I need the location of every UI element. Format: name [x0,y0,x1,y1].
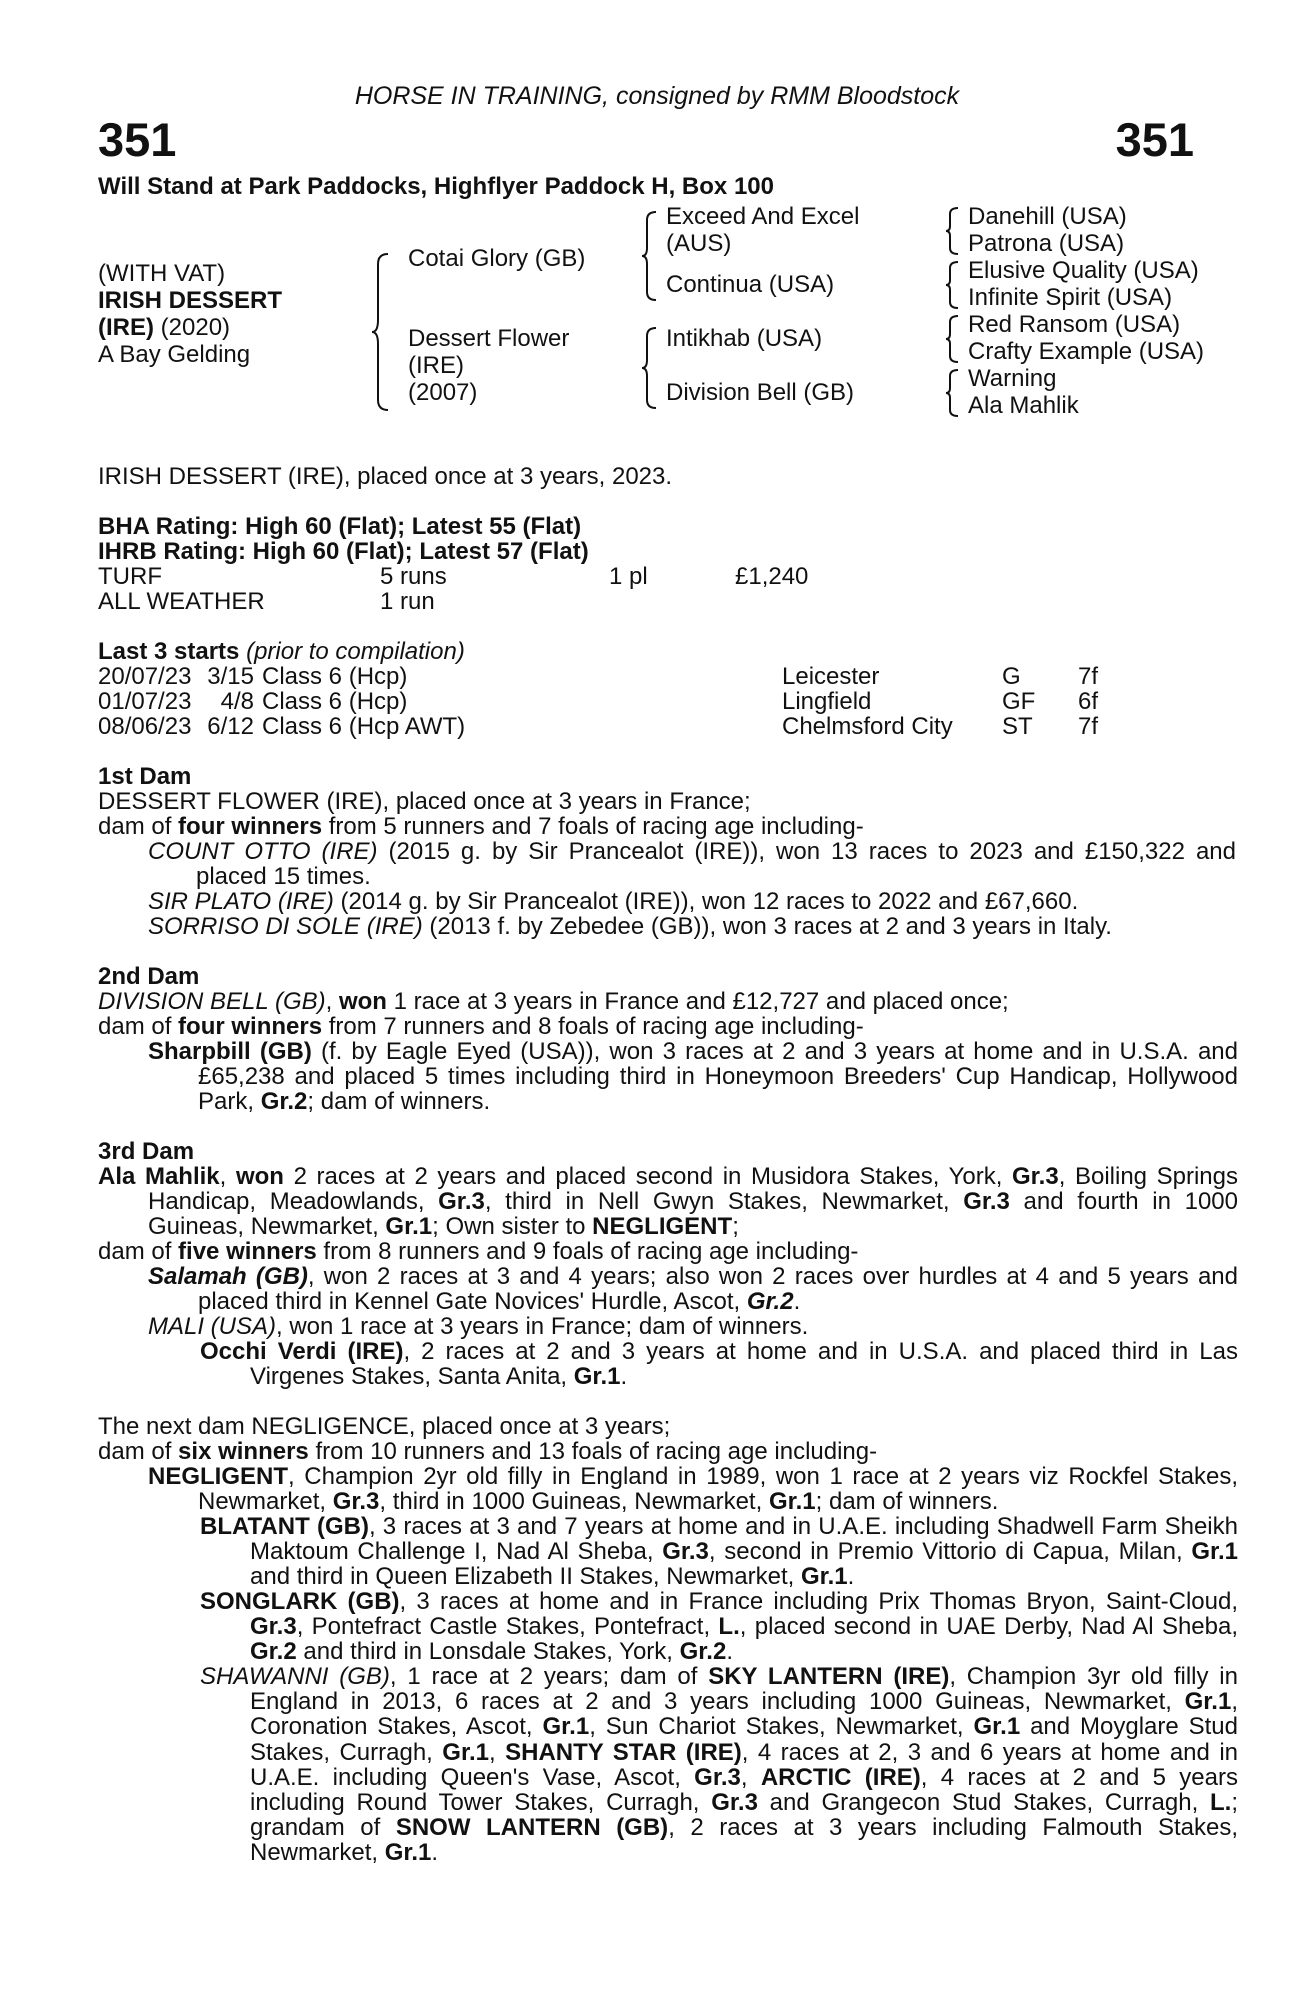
vat-note: (WITH VAT) [98,260,226,287]
start-row: 08/06/23 6/12 Class 6 (Hcp AWT) Chelmsford City ST 7f [98,713,1099,740]
grandparents-4: Warning Ala Mahlik [968,365,1079,419]
dam3-offspring-2: MALI (USA), won 1 race at 3 years in France; dam of winners. [148,1313,809,1340]
catalogue-header: HORSE IN TRAINING, consigned by RMM Bloodstock [354,82,960,110]
dam3-heading: 3rd Dam [98,1138,195,1165]
bha-rating: BHA Rating: High 60 (Flat); Latest 55 (Flat) [98,513,582,540]
brace-g3 [944,314,960,364]
brace-g1 [944,206,960,256]
horse-name: IRISH DESSERT [98,287,283,314]
last-starts-heading: Last 3 starts (prior to compilation) [98,638,465,665]
sire-sire: Exceed And Excel (AUS) [666,203,860,257]
dam1-heading: 1st Dam [98,763,192,790]
racing-summary: IRISH DESSERT (IRE), placed once at 3 years, 2023. [98,463,673,490]
start-row: 01/07/23 4/8 Class 6 (Hcp) Lingfield GF 6f [98,688,1099,715]
dam3-produce-line: dam of five winners from 8 runners and 9 foals of racing age including- [98,1238,859,1265]
next-dam-offspring-1: NEGLIGENT, Champion 2yr old filly in England in 1989, won 1 race at 2 years viz Rockfel Stakes, Newmarket, Gr.3, third in 1000 Guineas, Newmarket, Gr.1; dam of winners. [148,1463,1238,1516]
brace-g2 [944,260,960,310]
lot-number-right: 351 [1115,113,1194,166]
dam1-line: DESSERT FLOWER (IRE), placed once at 3 years in France; [98,788,751,815]
dam-sire: Intikhab (USA) [666,325,823,352]
dam2-offspring-1: Sharpbill (GB) (f. by Eagle Eyed (USA)), won 3 races at 2 and 3 years at home and in U.S.A. and £65,238 and placed 5 times including third in Honeymoon Breeders' Cup Handicap, Hollywood Park, Gr.2; dam of winners. [148,1038,1238,1116]
sire-dam: Continua (USA) [666,271,835,298]
dam2-heading: 2nd Dam [98,963,200,990]
ihrb-rating: IHRB Rating: High 60 (Flat); Latest 57 (Flat) [98,538,589,565]
pedigree-brace-dam [640,326,660,410]
record-row: TURF 5 runs 1 pl £1,240 [98,563,809,590]
next-dam-grandoffspring-3: SHAWANNI (GB), 1 race at 2 years; dam of SKY LANTERN (IRE), Champion 3yr old filly in England in 2013, 6 races at 2 and 3 years including 1000 Guineas, Newmarket, Gr.1, Coronation Stakes, Ascot, Gr.1, Sun Chariot Stakes, Newmarket, Gr.1 and Moyglare Stud Stakes, Curragh, Gr.1, SHANTY STAR (IRE), 4 races at 2, 3 and 6 years at home and in U.A.E. including Queen's Vase, Ascot, Gr.3, ARCTIC (IRE), 4 races at 2 and 5 years including Round Tower Stakes, Curragh, Gr.3 and Grangecon Stud Stakes, Curragh, L.; grandam of SNOW LANTERN (GB), 2 races at 3 years including Falmouth Stakes, Newmarket, Gr.1. [200,1663,1239,1867]
start-row: 20/07/23 3/15 Class 6 (Hcp) Leicester G 7f [98,663,1099,690]
dam-dam: Division Bell (GB) [666,379,855,406]
pedigree-brace-main [370,252,394,412]
horse-identity [98,260,282,368]
grandparents-1: Danehill (USA) Patrona (USA) [968,203,1127,257]
next-dam-grandoffspring-2: SONGLARK (GB), 3 races at home and in France including Prix Thomas Bryon, Saint-Cloud, Gr.3, Pontefract Castle Stakes, Pontefract, L., placed second in UAE Derby, Nad Al Sheba, Gr.2 and third in Lonsdale Stakes, York, Gr.2. [200,1588,1239,1666]
stand-location: Will Stand at Park Paddocks, Highflyer Paddock H, Box 100 [98,173,774,200]
record-row: ALL WEATHER 1 run [98,588,435,615]
dam3-record: Ala Mahlik, won 2 races at 2 years and placed second in Musidora Stakes, York, Gr.3, Boiling Springs Handicap, Meadowlands, Gr.3, third in Nell Gwyn Stakes, Newmarket, Gr.3 and fourth in 1000 Guineas, Newmarket, Gr.1; Own sister to NEGLIGENT; [98,1163,1239,1241]
dam2-line: DIVISION BELL (GB), won 1 race at 3 years in France and £12,727 and placed once; [98,988,1009,1015]
dam1-offspring-3: SORRISO DI SOLE (IRE) (2013 f. by Zebedee (GB)), won 3 races at 2 and 3 years in Italy. [148,913,1112,940]
sire: Cotai Glory (GB) [408,245,586,272]
grandparents-3: Red Ransom (USA) Crafty Example (USA) [968,311,1205,365]
race-record [98,564,808,614]
next-dam-line: The next dam NEGLIGENCE, placed once at 3 years; [98,1413,671,1440]
dam1-offspring-1: COUNT OTTO (IRE) (2015 g. by Sir Prancealot (IRE)), won 13 races to 2023 and £150,322 and placed 15 times. [148,838,1237,891]
next-dam-produce-line: dam of six winners from 10 runners and 13 foals of racing age including- [98,1438,878,1465]
pedigree-brace-sire [640,210,660,302]
dam2-produce-line: dam of four winners from 7 runners and 8 foals of racing age including- [98,1013,864,1040]
dam3-grandoffspring-1: Occhi Verdi (IRE), 2 races at 2 and 3 years at home and in U.S.A. and placed third in Las Virgenes Stakes, Santa Anita, Gr.1. [200,1338,1238,1391]
horse-country-year: (IRE) (2020) [98,314,231,341]
dam1-produce-line: dam of four winners from 5 runners and 7 foals of racing age including- [98,813,864,840]
dam1-offspring-2: SIR PLATO (IRE) (2014 g. by Sir Prancealot (IRE)), won 12 races to 2022 and £67,660. [148,888,1079,915]
last-starts-table [98,664,1098,739]
grandparents-2: Elusive Quality (USA) Infinite Spirit (USA) [968,257,1199,311]
next-dam-grandoffspring-1: BLATANT (GB), 3 races at 3 and 7 years at home and in U.A.E. including Shadwell Farm Sheikh Maktoum Challenge I, Nad Al Sheba, Gr.3, second in Premio Vittorio di Capua, Milan, Gr.1 and third in Queen Elizabeth II Stakes, Newmarket, Gr.1. [200,1513,1239,1591]
lot-number-left: 351 [98,113,177,166]
brace-g4 [944,368,960,418]
dam3-offspring-1: Salamah (GB), won 2 races at 3 and 4 years; also won 2 races over hurdles at 4 and 5 years and placed third in Kennel Gate Novices' Hurdle, Ascot, Gr.2. [148,1263,1238,1316]
horse-description: A Bay Gelding [98,341,251,368]
dam: Dessert Flower (IRE) (2007) [408,325,570,406]
